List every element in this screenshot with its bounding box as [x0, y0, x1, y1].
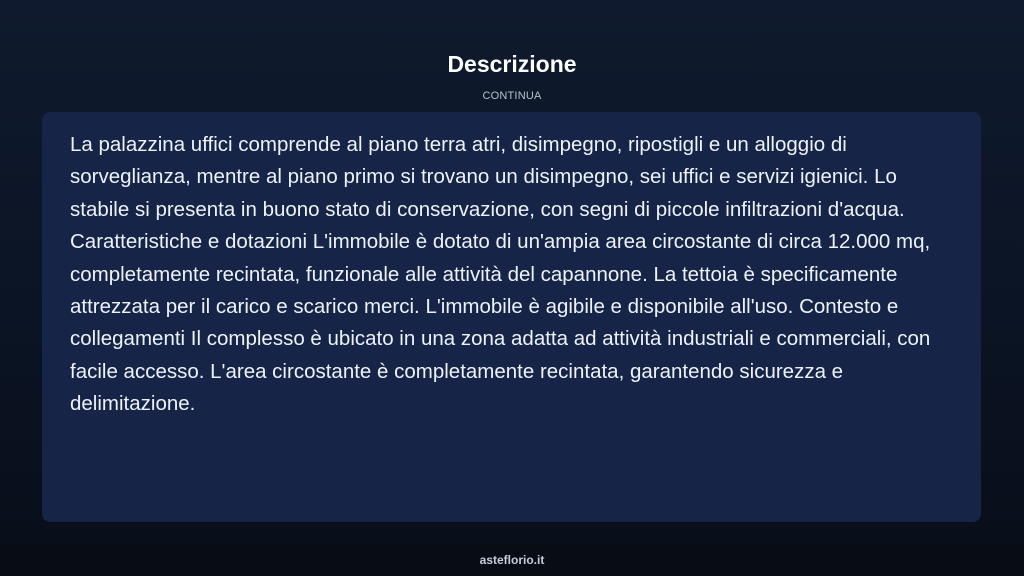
description-card — [42, 112, 981, 522]
continua-label: CONTINUA — [482, 90, 542, 102]
footer-bar — [0, 544, 1024, 576]
site-name: asteflorio.it — [479, 553, 545, 567]
description-text: La palazzina uffici comprende al piano terra atri, disimpegno, ripostigli e un alloggio di sorveglianza, mentre al piano primo si trovano un disimpegno, sei uffici e servizi igienici. Lo stabile si presenta in buono stato di conservazione, con segni di piccole infiltrazioni d'acqua. Caratteristiche e dotazioni L'immobile è dotato di un'ampia area circostante di circa 12.000 mq, completamente recintata, funzionale alle attività del capannone. La tettoia è specificamente attrezzata per il carico e scarico merci. L'immobile è agibile e disponibile all'uso. Contesto e collegamenti Il complesso è ubicato in una zona adatta ad attività industriali e commerciali, con facile accesso. L'area circostante è completamente recintata, garantendo sicurezza e delimitazione. — [70, 133, 931, 416]
page-title: Descrizione — [447, 51, 577, 77]
